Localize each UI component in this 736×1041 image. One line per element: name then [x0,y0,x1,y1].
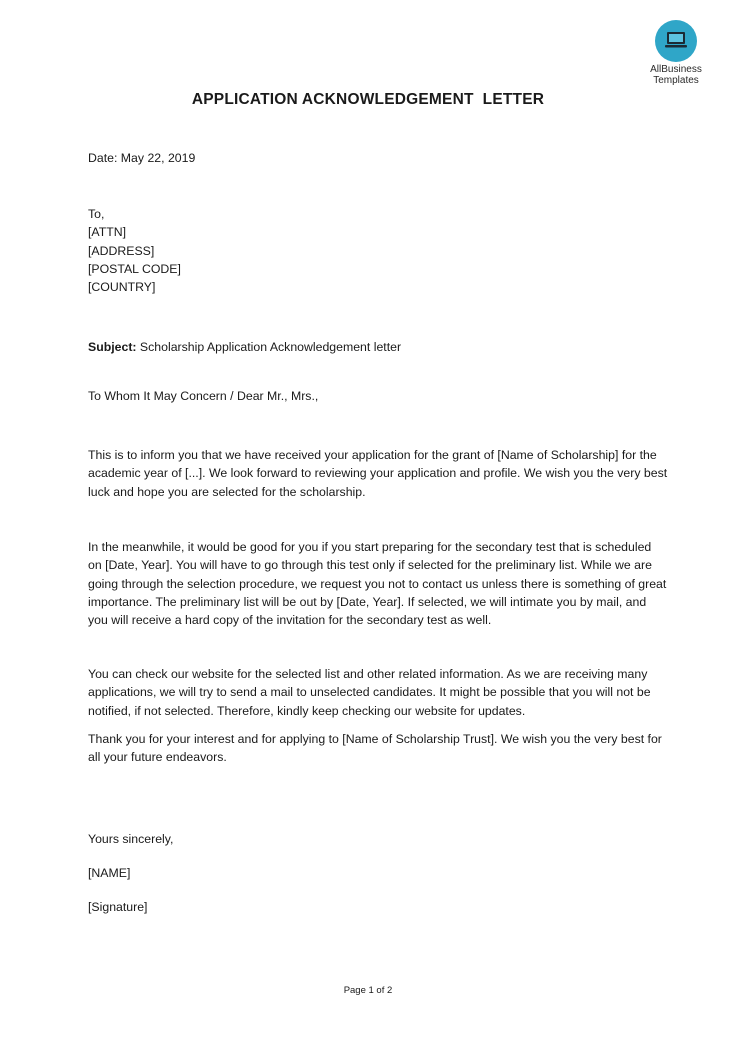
paragraph-3: You can check our website for the selected list and other related information. As we are receiving many applications, we will try to send a mail to unselected candidates. It might be possible that you will not be notified, if not selected. Therefore, kindly keep checking our website for updates. [88,667,651,718]
address-attn: [ATTN] [88,225,127,240]
signature: [Signature] [88,900,148,914]
address-country: [COUNTRY] [88,280,156,295]
recipient-block [88,205,668,296]
page-number: Page 1 of 2 [343,985,393,996]
address-postal-code: [POSTAL CODE] [88,261,181,276]
allbusiness-logo[interactable] [640,20,712,86]
laptop-icon [664,30,688,50]
logo-line-2: Templates [653,75,699,86]
letter-date: Date: May 22, 2019 [88,151,196,165]
paragraph-4: Thank you for your interest and for applying to [Name of Scholarship Trust]. We wish you the very best for all your future endeavors. [88,732,662,765]
sender-name: [NAME] [88,866,131,880]
paragraph-2: In the meanwhile, it would be good for you if you start preparing for the secondary test that is scheduled on [Date, Year]. You will have to go through this test only if selected for the preliminary list. While we are going through the selection procedure, we request you not to contact us unless there is something of great importance. The preliminary list will be out by [Date, Year]. If selected, we will intimate you by mail, and you will receive a hard copy of the invitation for the secondary test as well. [88,540,667,628]
logo-circle [655,20,697,62]
salutation: To Whom It May Concern / Dear Mr., Mrs., [88,389,319,403]
to-line: To, [88,207,105,221]
logo-text [640,64,712,86]
paragraph-1: This is to inform you that we have received your application for the grant of [Name of Scholarship] for the academic year of [...]. We look forward to reviewing your application and profile. We wish you the very best luck and hope you are selected for the scholarship. [88,448,668,499]
address-street: [ADDRESS] [88,243,155,258]
subject-label: Subject: [88,340,137,354]
subject-line [88,338,668,356]
logo-line-1: AllBusiness [650,64,702,75]
closing: Yours sincerely, [88,832,174,846]
subject-text: Scholarship Application Acknowledgement letter [136,340,402,354]
letter-title: APPLICATION ACKNOWLEDGEMENT LETTER [191,91,545,108]
